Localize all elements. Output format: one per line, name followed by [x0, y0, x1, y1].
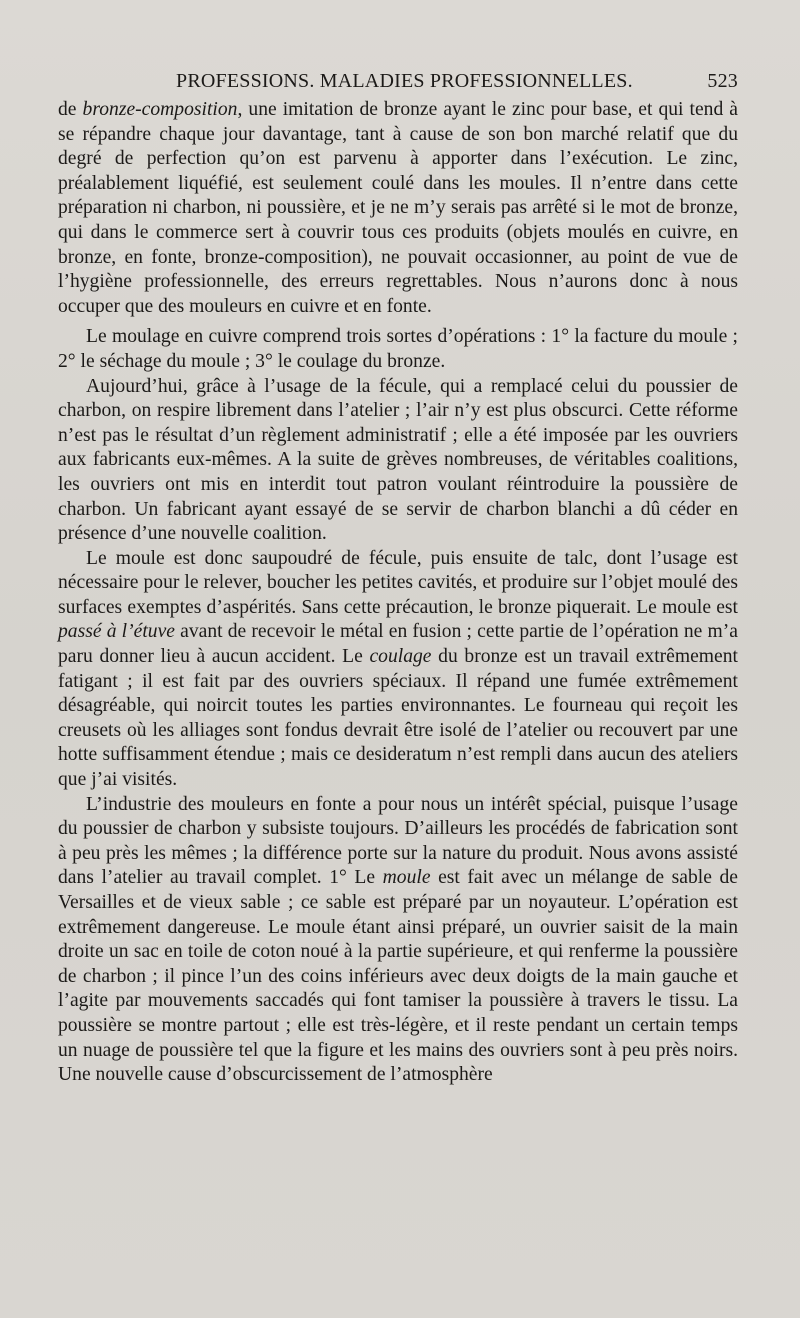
italic-term: passé à l’étuve	[58, 621, 175, 643]
paragraph	[58, 547, 738, 793]
text-run: Le moule est donc saupoudré de fécule, puis ensuite de talc, dont l’usage est nécessaire pour le relever, boucher les petites cavités, et produire sur l’objet moulé des surfaces exemptes d’aspérités. Sans cette précaution, le bronze piquerait. Le moule est	[58, 547, 738, 618]
text-run: avant de recevoir le métal en fusion ; cette partie de l’opération ne m’a paru donner lieu à aucun accident. Le	[58, 621, 738, 668]
body-text	[58, 98, 738, 1088]
text-run: de	[58, 99, 83, 120]
running-header	[88, 70, 738, 98]
paragraph	[58, 375, 738, 547]
text-run: Aujourd’hui, grâce à l’usage de la fécule, qui a remplacé celui du poussier de charbon, on respire librement dans l’atelier ; l’air n’y est plus obscurci. Cette réforme n’est pas le résultat d’un règlement administratif ; elle a été imposée par les ouvriers aux fabricants eux-mêmes. A la suite de grèves nombreuses, de véritables coalitions, les ouvriers ont mis en interdit tout patron voulant réintroduire la poussière de charbon. Un fabricant ayant essayé de se servir de charbon blanchi a dû céder en présence d’une nouvelle coalition.	[58, 375, 738, 545]
paragraph	[58, 325, 738, 374]
running-title: PROFESSIONS. MALADIES PROFESSIONNELLES.	[176, 70, 633, 92]
paragraph	[58, 98, 738, 319]
italic-term: moule	[382, 867, 431, 889]
italic-term: bronze-composition	[82, 99, 238, 120]
text-run: , une imitation de bronze ayant le zinc pour base, et qui tend à se répandre chaque jour davantage, tant à cause de son bon marché relatif que du degré de perfection qu’on est parvenu à apporter dans l’exécution. Le zinc, préalablement liquéfié, est seulement coulé dans les moules. Il n’entre dans cette préparation ni charbon, ni poussière, et je ne m’y serais pas arrêté si le mot de bronze, qui dans le commerce sert à couvrir tous ces produits (objets moulés en cuivre, en bronze, en fonte, bronze-composition), ne pouvait occasionner, au point de vue de l’hygiène professionnelle, des erreurs regrettables. Nous n’aurons donc à nous occuper que des mouleurs en cuivre et en fonte.	[58, 99, 738, 317]
text-run: Le moulage en cuivre comprend trois sortes d’opérations : 1° la facture du moule ; 2° le séchage du moule ; 3° le coulage du bronze.	[58, 326, 738, 372]
paragraph	[58, 793, 738, 1088]
page-number: 523	[707, 70, 738, 92]
text-run: du bronze est un travail extrêmement fatigant ; il est fait par des ouvriers spéciaux. Il répand une fumée extrêmement désagréable, qui noircit toutes les parties environnantes. Le fourneau qui reçoit les creusets où les alliages sont fondus devrait être isolé de l’atelier ou recouvert par une hotte suffisamment étendue ; mais ce desideratum n’est rempli dans aucun des ateliers que j’ai visités.	[58, 646, 738, 791]
text-run: L’industrie des mouleurs en fonte a pour nous un intérêt spécial, puisque l’usage du poussier de charbon y subsiste toujours. D’ailleurs les procédés de fabrication sont à peu près les mêmes ; la différence porte sur la nature du produit. Nous avons assisté dans l’atelier au travail complet. 1° Le	[58, 793, 738, 889]
italic-term: coulage	[369, 646, 432, 668]
text-run: est fait avec un mélange de sable de Versailles et de vieux sable ; ce sable est préparé par un noyauteur. L’opération est extrêmement dangereuse. Le moule étant ainsi préparé, un ouvrier saisit de la main droite un sac en toile de coton noué à la partie supérieure, et qui renferme la poussière de charbon ; il pince l’un des coins inférieurs avec deux doigts de la main gauche et l’agite par mouvements saccadés qui font tamiser la poussière à travers le tissu. La poussière se montre partout ; elle est très-légère, et il reste pendant un certain temps un nuage de poussière tel que la figure et les mains des ouvriers sont à peu près noirs. Une nouvelle cause d’obscurcissement de l’atmosphère	[58, 867, 738, 1086]
